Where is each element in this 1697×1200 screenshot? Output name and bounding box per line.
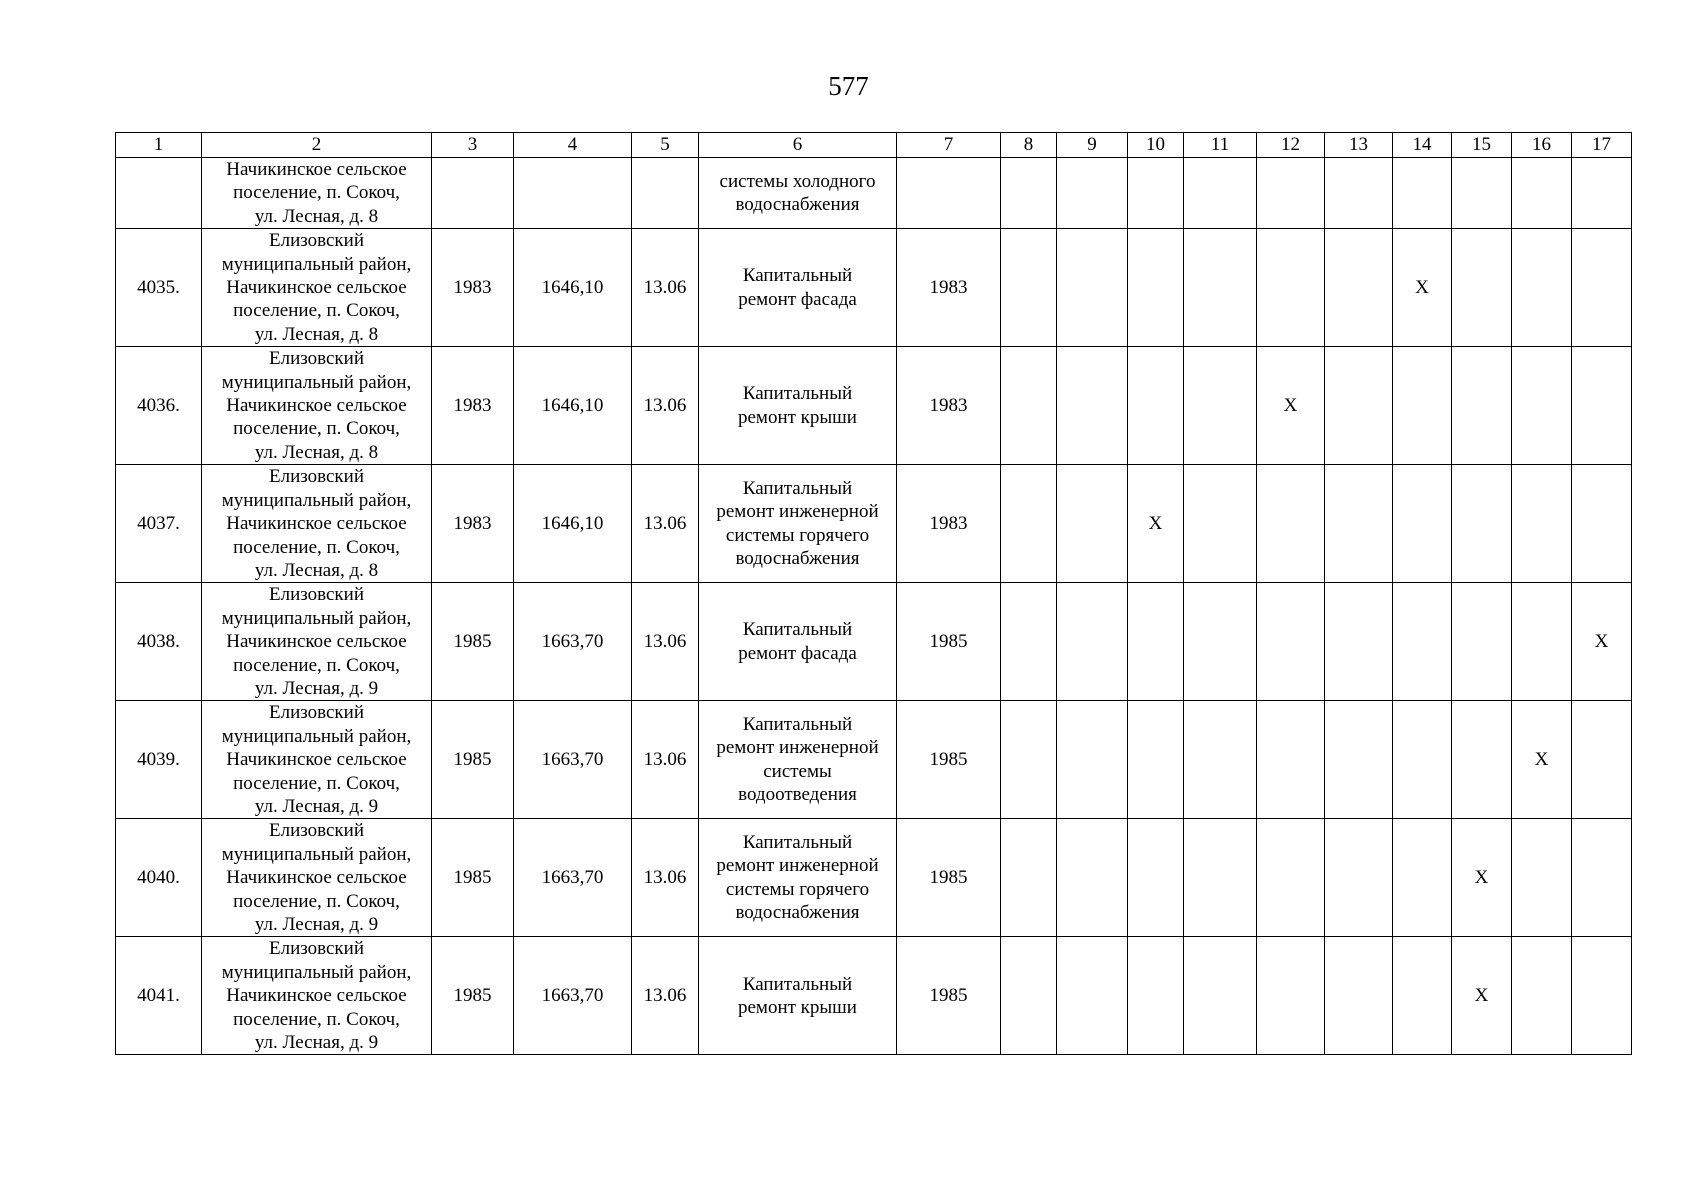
column-header: 2 bbox=[202, 133, 432, 158]
cell-mark bbox=[1184, 583, 1257, 701]
cell-mark bbox=[1572, 937, 1632, 1055]
cell-area: 1663,70 bbox=[514, 701, 632, 819]
cell-mark bbox=[1184, 465, 1257, 583]
cell-mark: X bbox=[1128, 465, 1184, 583]
cell-mark bbox=[1184, 819, 1257, 937]
cell-mark bbox=[1128, 819, 1184, 937]
cell-mark bbox=[1001, 583, 1057, 701]
cell-mark bbox=[1257, 701, 1325, 819]
cell-mark bbox=[1001, 937, 1057, 1055]
cell-mark bbox=[1001, 701, 1057, 819]
cell-mark bbox=[1057, 229, 1128, 347]
cell-mark bbox=[1257, 158, 1325, 229]
table-row bbox=[116, 229, 1632, 347]
cell-year: 1983 bbox=[432, 465, 514, 583]
cell-mark bbox=[1257, 229, 1325, 347]
cell-mark bbox=[1057, 347, 1128, 465]
column-header: 10 bbox=[1128, 133, 1184, 158]
column-header: 11 bbox=[1184, 133, 1257, 158]
cell-year-2: 1985 bbox=[897, 937, 1001, 1055]
table-row bbox=[116, 819, 1632, 937]
cell-year: 1983 bbox=[432, 347, 514, 465]
cell-mark bbox=[1057, 937, 1128, 1055]
cell-area: 1646,10 bbox=[514, 465, 632, 583]
cell-mark bbox=[1325, 583, 1393, 701]
cell-mark bbox=[1128, 158, 1184, 229]
column-header: 3 bbox=[432, 133, 514, 158]
cell-address: Начикинское сельское поселение, п. Сокоч, ул. Лесная, д. 8 bbox=[202, 158, 432, 229]
cell-num: 4040. bbox=[116, 819, 202, 937]
cell-mark bbox=[1001, 158, 1057, 229]
cell-mark bbox=[1393, 347, 1452, 465]
column-header: 12 bbox=[1257, 133, 1325, 158]
cell-address: Елизовский муниципальный район, Начикинское сельское поселение, п. Сокоч, ул. Лесная, д. 9 bbox=[202, 937, 432, 1055]
cell-mark bbox=[1257, 583, 1325, 701]
column-header: 5 bbox=[632, 133, 699, 158]
cell-mark bbox=[1057, 583, 1128, 701]
cell-address: Елизовский муниципальный район, Начикинское сельское поселение, п. Сокоч, ул. Лесная, д. 8 bbox=[202, 347, 432, 465]
cell-year: 1985 bbox=[432, 819, 514, 937]
column-header: 8 bbox=[1001, 133, 1057, 158]
cell-mark bbox=[1128, 583, 1184, 701]
cell-work: Капитальный ремонт фасада bbox=[699, 583, 897, 701]
cell-mark bbox=[1452, 347, 1512, 465]
cell-area: 1663,70 bbox=[514, 583, 632, 701]
cell-mark bbox=[1393, 583, 1452, 701]
cell-mark bbox=[1572, 819, 1632, 937]
table-row bbox=[116, 347, 1632, 465]
continuation-row bbox=[116, 158, 1632, 229]
cell-area: 1646,10 bbox=[514, 229, 632, 347]
cell-mark bbox=[1128, 229, 1184, 347]
cell-mark: X bbox=[1393, 229, 1452, 347]
cell-address: Елизовский муниципальный район, Начикинское сельское поселение, п. Сокоч, ул. Лесная, д. 9 bbox=[202, 701, 432, 819]
cell-year-2: 1985 bbox=[897, 819, 1001, 937]
cell-mark bbox=[1452, 465, 1512, 583]
cell-mark bbox=[1393, 465, 1452, 583]
cell-code: 13.06 bbox=[632, 229, 699, 347]
cell-mark bbox=[1393, 937, 1452, 1055]
cell-mark bbox=[1572, 347, 1632, 465]
cell-year: 1985 bbox=[432, 937, 514, 1055]
cell-work: Капитальный ремонт фасада bbox=[699, 229, 897, 347]
cell-mark bbox=[1001, 465, 1057, 583]
cell-code: 13.06 bbox=[632, 465, 699, 583]
cell-code: 13.06 bbox=[632, 583, 699, 701]
column-header: 4 bbox=[514, 133, 632, 158]
registry-table bbox=[115, 132, 1632, 1055]
cell-year-2 bbox=[897, 158, 1001, 229]
column-header: 17 bbox=[1572, 133, 1632, 158]
cell-code bbox=[632, 158, 699, 229]
cell-year-2: 1983 bbox=[897, 465, 1001, 583]
cell-address: Елизовский муниципальный район, Начикинское сельское поселение, п. Сокоч, ул. Лесная, д. 9 bbox=[202, 819, 432, 937]
cell-area: 1646,10 bbox=[514, 347, 632, 465]
cell-mark bbox=[1257, 465, 1325, 583]
column-header: 1 bbox=[116, 133, 202, 158]
cell-num: 4039. bbox=[116, 701, 202, 819]
cell-mark bbox=[1512, 347, 1572, 465]
cell-mark bbox=[1001, 347, 1057, 465]
cell-mark bbox=[1001, 229, 1057, 347]
cell-mark bbox=[1393, 819, 1452, 937]
cell-mark bbox=[1452, 158, 1512, 229]
cell-mark bbox=[1257, 937, 1325, 1055]
cell-mark bbox=[1184, 937, 1257, 1055]
cell-mark: X bbox=[1512, 701, 1572, 819]
cell-mark bbox=[1512, 583, 1572, 701]
cell-code: 13.06 bbox=[632, 347, 699, 465]
cell-mark bbox=[1057, 819, 1128, 937]
column-header: 15 bbox=[1452, 133, 1512, 158]
cell-address: Елизовский муниципальный район, Начикинское сельское поселение, п. Сокоч, ул. Лесная, д. 9 bbox=[202, 583, 432, 701]
cell-mark bbox=[1184, 347, 1257, 465]
cell-num: 4038. bbox=[116, 583, 202, 701]
cell-work: Капитальный ремонт инженерной системы горячего водоснабжения bbox=[699, 819, 897, 937]
cell-mark bbox=[1001, 819, 1057, 937]
cell-mark bbox=[1184, 229, 1257, 347]
column-number-row bbox=[116, 133, 1632, 158]
cell-mark bbox=[1325, 465, 1393, 583]
cell-work: системы холодного водоснабжения bbox=[699, 158, 897, 229]
cell-mark bbox=[1325, 819, 1393, 937]
cell-year-2: 1985 bbox=[897, 583, 1001, 701]
page-number: 577 bbox=[828, 71, 869, 101]
cell-mark bbox=[1325, 347, 1393, 465]
cell-mark bbox=[1393, 158, 1452, 229]
table-row bbox=[116, 701, 1632, 819]
cell-area: 1663,70 bbox=[514, 819, 632, 937]
cell-num bbox=[116, 158, 202, 229]
cell-mark bbox=[1452, 701, 1512, 819]
cell-year-2: 1985 bbox=[897, 701, 1001, 819]
column-header: 13 bbox=[1325, 133, 1393, 158]
cell-mark bbox=[1572, 158, 1632, 229]
cell-mark bbox=[1512, 819, 1572, 937]
cell-mark bbox=[1512, 158, 1572, 229]
cell-work: Капитальный ремонт крыши bbox=[699, 347, 897, 465]
cell-mark bbox=[1452, 583, 1512, 701]
cell-year: 1983 bbox=[432, 229, 514, 347]
cell-year-2: 1983 bbox=[897, 229, 1001, 347]
cell-mark: X bbox=[1452, 819, 1512, 937]
column-header: 16 bbox=[1512, 133, 1572, 158]
cell-mark bbox=[1572, 465, 1632, 583]
cell-work: Капитальный ремонт крыши bbox=[699, 937, 897, 1055]
cell-num: 4037. bbox=[116, 465, 202, 583]
cell-code: 13.06 bbox=[632, 701, 699, 819]
cell-mark bbox=[1325, 937, 1393, 1055]
cell-year-2: 1983 bbox=[897, 347, 1001, 465]
cell-mark bbox=[1128, 347, 1184, 465]
cell-year: 1985 bbox=[432, 583, 514, 701]
cell-mark bbox=[1512, 465, 1572, 583]
cell-work: Капитальный ремонт инженерной системы горячего водоснабжения bbox=[699, 465, 897, 583]
cell-year: 1985 bbox=[432, 701, 514, 819]
cell-mark bbox=[1452, 229, 1512, 347]
column-header: 7 bbox=[897, 133, 1001, 158]
cell-mark bbox=[1184, 158, 1257, 229]
cell-num: 4035. bbox=[116, 229, 202, 347]
cell-mark bbox=[1393, 701, 1452, 819]
cell-mark bbox=[1572, 229, 1632, 347]
cell-mark bbox=[1512, 937, 1572, 1055]
cell-mark bbox=[1325, 701, 1393, 819]
cell-address: Елизовский муниципальный район, Начикинское сельское поселение, п. Сокоч, ул. Лесная, д. 8 bbox=[202, 465, 432, 583]
cell-mark bbox=[1128, 701, 1184, 819]
table-row bbox=[116, 465, 1632, 583]
cell-num: 4036. bbox=[116, 347, 202, 465]
cell-mark bbox=[1512, 229, 1572, 347]
cell-mark: X bbox=[1257, 347, 1325, 465]
cell-mark bbox=[1325, 158, 1393, 229]
table-row bbox=[116, 583, 1632, 701]
cell-mark bbox=[1057, 158, 1128, 229]
cell-mark bbox=[1184, 701, 1257, 819]
cell-mark bbox=[1057, 465, 1128, 583]
cell-area bbox=[514, 158, 632, 229]
cell-mark bbox=[1128, 937, 1184, 1055]
cell-code: 13.06 bbox=[632, 819, 699, 937]
cell-mark: X bbox=[1452, 937, 1512, 1055]
table-row bbox=[116, 937, 1632, 1055]
cell-mark bbox=[1325, 229, 1393, 347]
column-header: 14 bbox=[1393, 133, 1452, 158]
cell-address: Елизовский муниципальный район, Начикинское сельское поселение, п. Сокоч, ул. Лесная, д. 8 bbox=[202, 229, 432, 347]
cell-work: Капитальный ремонт инженерной системы водоотведения bbox=[699, 701, 897, 819]
cell-mark bbox=[1057, 701, 1128, 819]
column-header: 6 bbox=[699, 133, 897, 158]
cell-area: 1663,70 bbox=[514, 937, 632, 1055]
column-header: 9 bbox=[1057, 133, 1128, 158]
cell-num: 4041. bbox=[116, 937, 202, 1055]
cell-year bbox=[432, 158, 514, 229]
cell-mark: X bbox=[1572, 583, 1632, 701]
cell-code: 13.06 bbox=[632, 937, 699, 1055]
cell-mark bbox=[1572, 701, 1632, 819]
cell-mark bbox=[1257, 819, 1325, 937]
